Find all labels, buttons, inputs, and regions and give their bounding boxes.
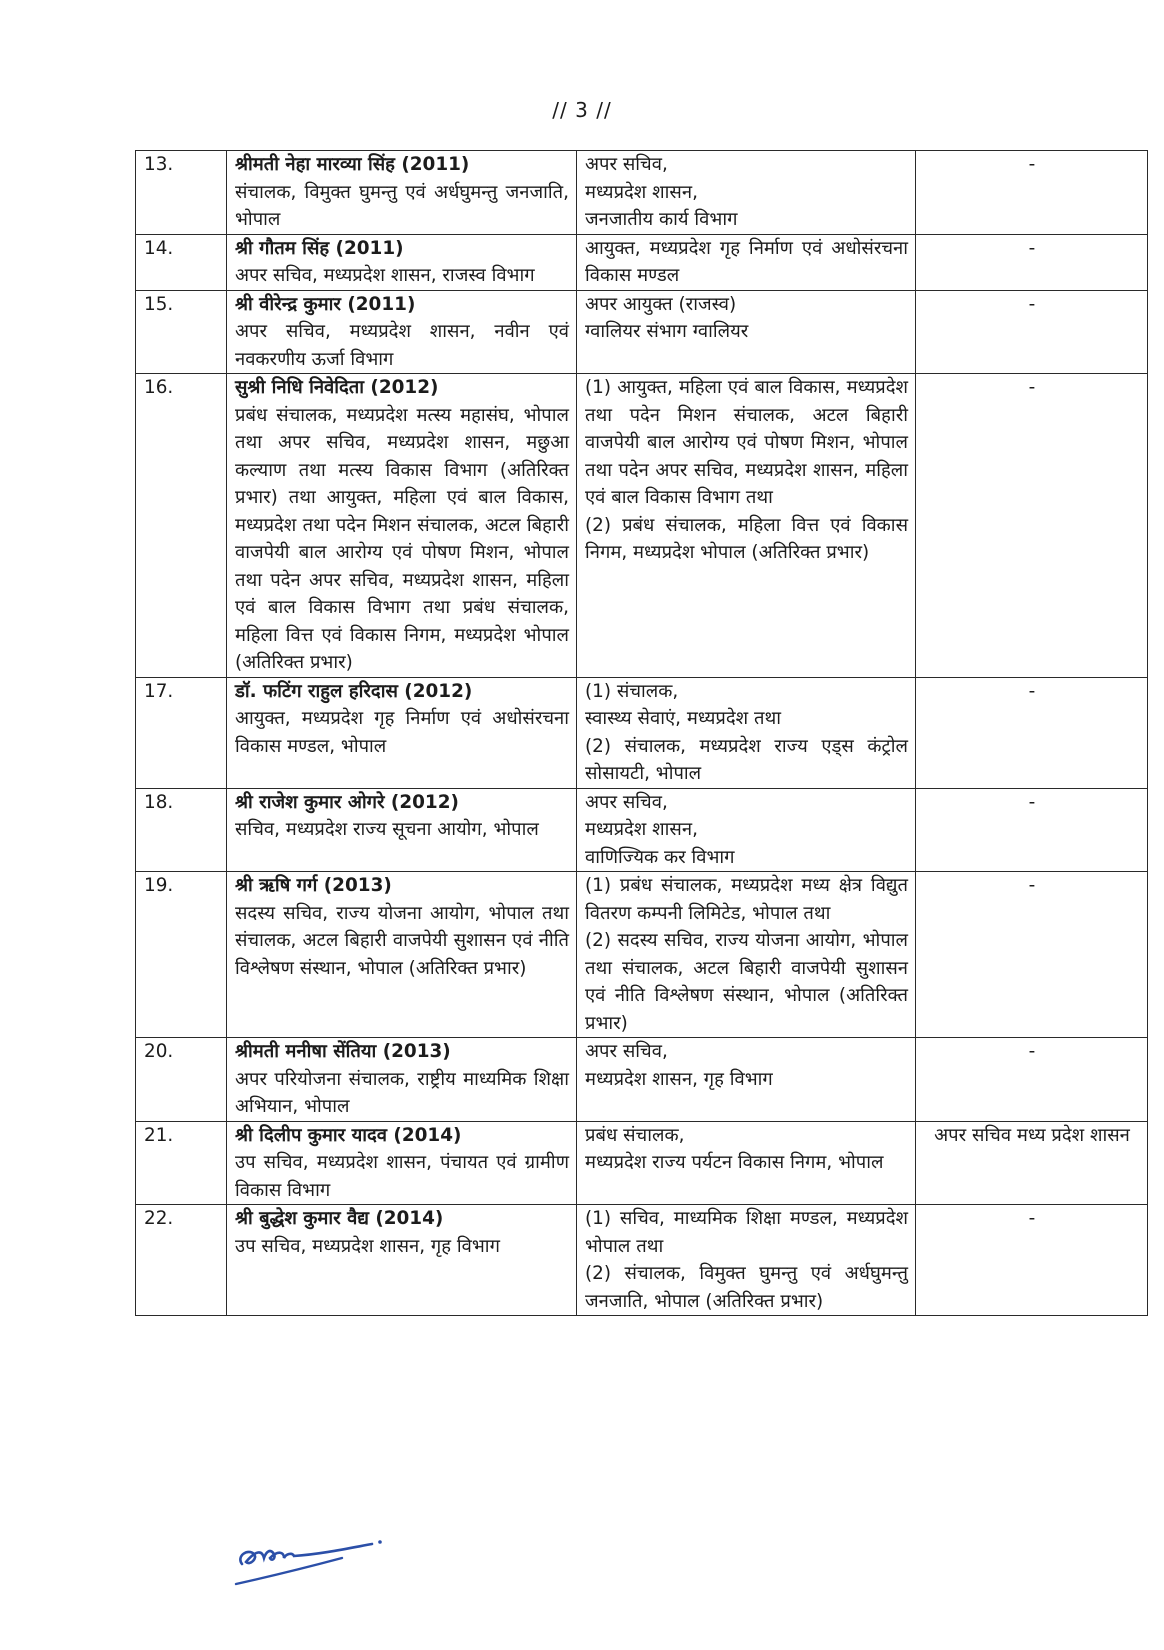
- table-row: [136, 872, 1148, 1038]
- current-posting: संचालक, विमुक्त घुमन्तु एवं अर्धघुमन्तु जनजाति, भोपाल: [235, 181, 569, 230]
- new-posting-line: मध्यप्रदेश शासन,: [585, 181, 698, 203]
- table-row: [136, 374, 1148, 678]
- table-row: [136, 1205, 1148, 1316]
- table-body: [136, 151, 1148, 1316]
- current-posting: सदस्य सचिव, राज्य योजना आयोग, भोपाल तथा संचालक, अटल बिहारी वाजपेयी सुशासन एवं नीति विश्लेषण संस्थान, भोपाल (अतिरिक्त प्रभार): [235, 902, 569, 979]
- table-row: [136, 1038, 1148, 1122]
- serial-number: 13.: [136, 151, 227, 235]
- additional-charge: -: [916, 151, 1148, 235]
- additional-charge: अपर सचिव मध्य प्रदेश शासन: [916, 1121, 1148, 1205]
- officer-cell: [227, 677, 577, 788]
- officer-cell: [227, 374, 577, 678]
- officer-cell: [227, 872, 577, 1038]
- new-posting-line: (2) प्रबंध संचालक, महिला वित्त एवं विकास निगम, मध्यप्रदेश भोपाल (अतिरिक्त प्रभार): [585, 514, 908, 563]
- serial-number: 15.: [136, 290, 227, 374]
- additional-charge: -: [916, 788, 1148, 872]
- new-posting-line: अपर आयुक्त (राजस्व): [585, 293, 737, 315]
- table-row: [136, 234, 1148, 290]
- new-posting-line: जनजातीय कार्य विभाग: [585, 209, 738, 230]
- signature: [232, 1528, 392, 1592]
- new-posting-line: स्वास्थ्य सेवाएं, मध्यप्रदेश तथा: [585, 708, 781, 729]
- current-posting: प्रबंध संचालक, मध्यप्रदेश मत्स्य महासंघ, भोपाल तथा अपर सचिव, मध्यप्रदेश शासन, मछुआ कल्याण तथा मत्स्य विकास विभाग (अतिरिक्त प्रभार) तथा आयुक्त, महिला एवं बाल विकास, मध्यप्रदेश तथा पदेन मिशन संचालक, अटल बिहारी वाजपेयी बाल आरोग्य एवं पोषण मिशन, भोपाल तथा पदेन अपर सचिव, मध्यप्रदेश शासन, महिला एवं बाल विकास विभाग तथा प्रबंध संचालक, महिला वित्त एवं विकास निगम, मध्यप्रदेश भोपाल (अतिरिक्त प्रभार): [235, 404, 569, 673]
- new-posting-line: वाणिज्यिक कर विभाग: [585, 846, 735, 868]
- additional-charge: -: [916, 1038, 1148, 1122]
- officer-name: श्रीमती मनीषा सेंतिया (2013): [235, 1041, 451, 1062]
- current-posting: सचिव, मध्यप्रदेश राज्य सूचना आयोग, भोपाल: [235, 819, 539, 840]
- serial-number: 22.: [136, 1205, 227, 1316]
- current-posting: उप सचिव, मध्यप्रदेश शासन, गृह विभाग: [235, 1235, 500, 1257]
- signature-dot: [378, 1540, 382, 1544]
- new-posting-cell: [577, 1121, 916, 1205]
- new-posting-line: आयुक्त, मध्यप्रदेश गृह निर्माण एवं अधोसंरचना विकास मण्डल: [585, 237, 908, 286]
- transfer-table: [135, 150, 1148, 1316]
- additional-charge: -: [916, 872, 1148, 1038]
- officer-name: श्री दिलीप कुमार यादव (2014): [235, 1124, 462, 1146]
- table-row: [136, 677, 1148, 788]
- signature-stroke: [240, 1544, 372, 1564]
- new-posting-line: अपर सचिव,: [585, 1041, 668, 1062]
- serial-number: 19.: [136, 872, 227, 1038]
- officer-name: श्री गौतम सिंह (2011): [235, 237, 404, 259]
- officer-name: श्री ऋषि गर्ग (2013): [235, 875, 392, 896]
- serial-number: 18.: [136, 788, 227, 872]
- new-posting-cell: [577, 151, 916, 235]
- new-posting-line: मध्यप्रदेश शासन,: [585, 819, 698, 840]
- new-posting-cell: [577, 788, 916, 872]
- table-row: [136, 290, 1148, 374]
- new-posting-line: (2) सदस्य सचिव, राज्य योजना आयोग, भोपाल तथा संचालक, अटल बिहारी वाजपेयी सुशासन एवं नीति विश्लेषण संस्थान, भोपाल (अतिरिक्त प्रभार): [585, 930, 908, 1034]
- officer-name: श्री राजेश कुमार ओगरे (2012): [235, 791, 459, 813]
- new-posting-cell: [577, 290, 916, 374]
- new-posting-cell: [577, 374, 916, 678]
- officer-cell: [227, 290, 577, 374]
- new-posting-line: प्रबंध संचालक,: [585, 1124, 685, 1146]
- serial-number: 16.: [136, 374, 227, 678]
- officer-cell: [227, 1038, 577, 1122]
- additional-charge: -: [916, 677, 1148, 788]
- current-posting: उप सचिव, मध्यप्रदेश शासन, पंचायत एवं ग्रामीण विकास विभाग: [235, 1152, 569, 1201]
- officer-name: श्री बुद्धेश कुमार वैद्य (2014): [235, 1208, 444, 1229]
- additional-charge: -: [916, 234, 1148, 290]
- table-row: [136, 788, 1148, 872]
- additional-charge: -: [916, 290, 1148, 374]
- new-posting-line: (2) संचालक, विमुक्त घुमन्तु एवं अर्धघुमन्तु जनजाति, भोपाल (अतिरिक्त प्रभार): [585, 1263, 908, 1312]
- new-posting-cell: [577, 234, 916, 290]
- new-posting-line: (2) संचालक, मध्यप्रदेश राज्य एड्स कंट्रोल सोसायटी, भोपाल: [585, 735, 908, 784]
- new-posting-line: मध्यप्रदेश शासन, गृह विभाग: [585, 1068, 773, 1090]
- new-posting-cell: [577, 872, 916, 1038]
- table-row: [136, 1121, 1148, 1205]
- officer-cell: [227, 1205, 577, 1316]
- new-posting-line: मध्यप्रदेश राज्य पर्यटन विकास निगम, भोपाल: [585, 1152, 884, 1173]
- serial-number: 20.: [136, 1038, 227, 1122]
- new-posting-line: (1) सचिव, माध्यमिक शिक्षा मण्डल, मध्यप्रदेश भोपाल तथा: [585, 1208, 908, 1257]
- new-posting-cell: [577, 1038, 916, 1122]
- officer-name: सुश्री निधि निवेदिता (2012): [235, 377, 439, 398]
- additional-charge: -: [916, 374, 1148, 678]
- serial-number: 17.: [136, 677, 227, 788]
- new-posting-line: ग्वालियर संभाग ग्वालियर: [585, 321, 749, 342]
- officer-name: श्रीमती नेहा मारव्या सिंह (2011): [235, 154, 470, 175]
- new-posting-cell: [577, 1205, 916, 1316]
- additional-charge: -: [916, 1205, 1148, 1316]
- serial-number: 21.: [136, 1121, 227, 1205]
- current-posting: अपर सचिव, मध्यप्रदेश शासन, राजस्व विभाग: [235, 265, 535, 286]
- officer-cell: [227, 1121, 577, 1205]
- officer-cell: [227, 788, 577, 872]
- new-posting-line: अपर सचिव,: [585, 154, 668, 175]
- officer-cell: [227, 151, 577, 235]
- serial-number: 14.: [136, 234, 227, 290]
- new-posting-line: अपर सचिव,: [585, 791, 668, 813]
- current-posting: अपर परियोजना संचालक, राष्ट्रीय माध्यमिक शिक्षा अभियान, भोपाल: [235, 1068, 569, 1117]
- officer-cell: [227, 234, 577, 290]
- new-posting-line: (1) संचालक,: [585, 680, 679, 702]
- new-posting-line: (1) आयुक्त, महिला एवं बाल विकास, मध्यप्रदेश तथा पदेन मिशन संचालक, अटल बिहारी वाजपेयी बाल आरोग्य एवं पोषण मिशन, भोपाल तथा पदेन अपर सचिव, मध्यप्रदेश शासन, महिला एवं बाल विकास विभाग तथा: [585, 377, 908, 508]
- table-row: [136, 151, 1148, 235]
- new-posting-line: (1) प्रबंध संचालक, मध्यप्रदेश मध्य क्षेत्र विद्युत वितरण कम्पनी लिमिटेड, भोपाल तथा: [585, 875, 908, 924]
- page-number: // 3 //: [552, 98, 612, 122]
- officer-name: श्री वीरेन्द्र कुमार (2011): [235, 293, 416, 315]
- current-posting: अपर सचिव, मध्यप्रदेश शासन, नवीन एवं नवकरणीय ऊर्जा विभाग: [235, 321, 569, 370]
- current-posting: आयुक्त, मध्यप्रदेश गृह निर्माण एवं अधोसंरचना विकास मण्डल, भोपाल: [235, 708, 569, 757]
- officer-name: डॉ. फटिंग राहुल हरिदास (2012): [235, 680, 473, 702]
- new-posting-cell: [577, 677, 916, 788]
